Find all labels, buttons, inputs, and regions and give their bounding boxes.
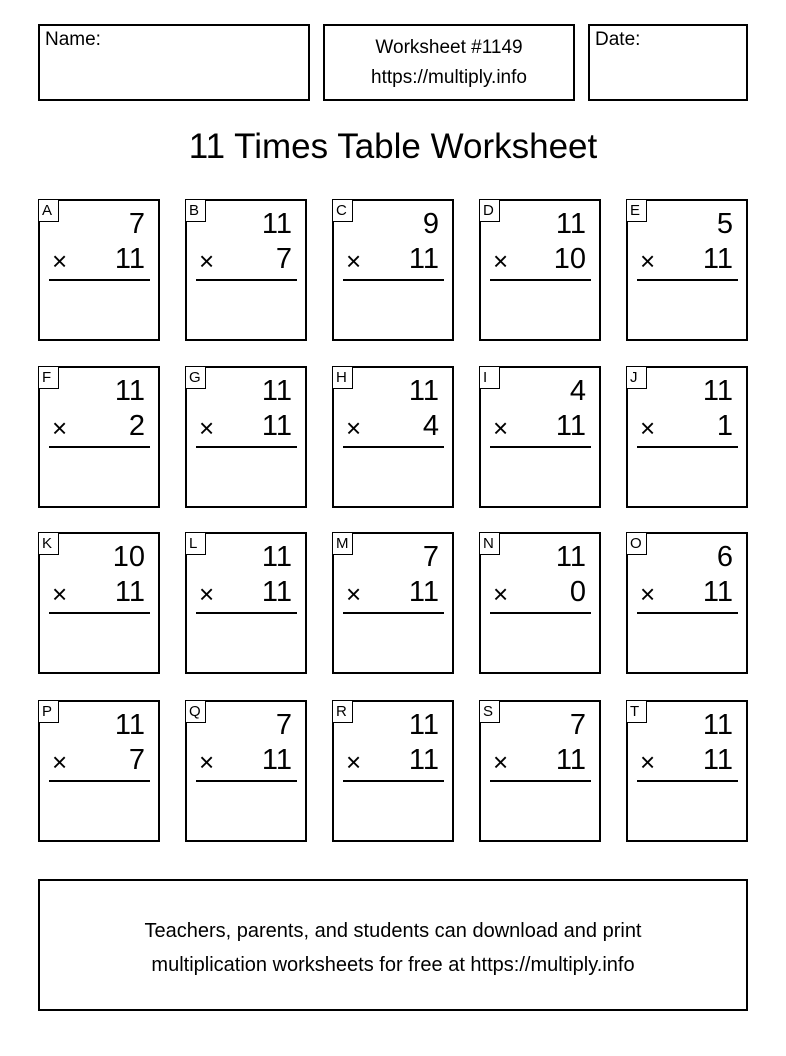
- date-label: Date:: [595, 29, 641, 50]
- multiplicand: 10: [112, 541, 145, 573]
- answer-line: [490, 780, 591, 782]
- problem-letter: P: [38, 700, 59, 723]
- multiplier: 7: [275, 243, 292, 275]
- multiplicand: 11: [555, 541, 586, 573]
- problem-letter: M: [332, 532, 353, 555]
- answer-line: [637, 279, 738, 281]
- multiply-sign: ×: [199, 246, 215, 276]
- multiplier: 2: [128, 410, 145, 442]
- answer-line: [637, 780, 738, 782]
- answer-line: [490, 279, 591, 281]
- problem-card: [38, 700, 160, 842]
- multiplicand: 9: [422, 208, 439, 240]
- multiplier: 11: [408, 744, 439, 776]
- problem-letter: L: [185, 532, 206, 555]
- multiply-sign: ×: [493, 413, 509, 443]
- problem-card: [38, 532, 160, 674]
- multiply-sign: ×: [346, 413, 362, 443]
- answer-line: [196, 279, 297, 281]
- problem-card: [185, 199, 307, 341]
- problem-card: [626, 700, 748, 842]
- name-label: Name:: [45, 29, 101, 50]
- multiplier: 0: [569, 576, 586, 608]
- multiplier: 11: [408, 576, 439, 608]
- problem-card: [332, 366, 454, 508]
- problem-letter: Q: [185, 700, 206, 723]
- multiplier: 11: [261, 410, 292, 442]
- date-box: [588, 24, 748, 101]
- problem-card: [626, 532, 748, 674]
- multiplicand: 5: [716, 208, 733, 240]
- problem-letter: I: [479, 366, 500, 389]
- problem-card: [479, 366, 601, 508]
- problem-card: [185, 366, 307, 508]
- problem-letter: B: [185, 199, 206, 222]
- problem-card: [332, 700, 454, 842]
- answer-line: [343, 446, 444, 448]
- answer-line: [490, 446, 591, 448]
- answer-line: [196, 780, 297, 782]
- answer-line: [343, 279, 444, 281]
- multiplicand: 11: [261, 375, 292, 407]
- multiplier: 11: [114, 243, 145, 275]
- problem-letter: N: [479, 532, 500, 555]
- multiplier: 11: [702, 744, 733, 776]
- problem-card: [479, 532, 601, 674]
- multiplier: 11: [702, 243, 733, 275]
- problem-card: [332, 532, 454, 674]
- multiply-sign: ×: [493, 246, 509, 276]
- multiply-sign: ×: [52, 747, 68, 777]
- problem-card: [38, 366, 160, 508]
- multiply-sign: ×: [640, 246, 656, 276]
- multiplicand: 7: [128, 208, 145, 240]
- multiplier: 11: [555, 410, 586, 442]
- multiplier: 4: [422, 410, 439, 442]
- multiplier: 7: [128, 744, 145, 776]
- page-title: 11 Times Table Worksheet: [188, 127, 598, 166]
- answer-line: [49, 780, 150, 782]
- footer-line-1: Teachers, parents, and students can download and print: [144, 920, 642, 942]
- multiplicand: 11: [702, 709, 733, 741]
- multiplicand: 11: [261, 541, 292, 573]
- answer-line: [490, 612, 591, 614]
- multiplicand: 7: [422, 541, 439, 573]
- multiply-sign: ×: [640, 579, 656, 609]
- worksheet-url: https://multiply.info: [371, 67, 527, 88]
- answer-line: [343, 612, 444, 614]
- multiplicand: 11: [114, 709, 145, 741]
- problem-card: [626, 199, 748, 341]
- multiplicand: 4: [569, 375, 586, 407]
- problem-letter: S: [479, 700, 500, 723]
- problem-letter: C: [332, 199, 353, 222]
- multiplicand: 6: [716, 541, 733, 573]
- problem-letter: F: [38, 366, 59, 389]
- answer-line: [49, 612, 150, 614]
- multiply-sign: ×: [346, 579, 362, 609]
- name-box: [38, 24, 310, 101]
- multiplier: 11: [261, 744, 292, 776]
- multiplicand: 11: [261, 208, 292, 240]
- answer-line: [343, 780, 444, 782]
- problem-letter: O: [626, 532, 647, 555]
- problem-letter: G: [185, 366, 206, 389]
- multiplier: 11: [261, 576, 292, 608]
- problem-letter: R: [332, 700, 353, 723]
- multiplicand: 11: [114, 375, 145, 407]
- multiply-sign: ×: [199, 579, 215, 609]
- multiplier: 10: [553, 243, 586, 275]
- problem-letter: H: [332, 366, 353, 389]
- multiply-sign: ×: [199, 747, 215, 777]
- answer-line: [49, 279, 150, 281]
- multiplicand: 11: [408, 709, 439, 741]
- multiplier: 1: [716, 410, 733, 442]
- multiply-sign: ×: [52, 579, 68, 609]
- multiply-sign: ×: [493, 747, 509, 777]
- problem-card: [38, 199, 160, 341]
- multiplicand: 11: [702, 375, 733, 407]
- worksheet-number: Worksheet #1149: [375, 37, 523, 58]
- answer-line: [637, 612, 738, 614]
- multiply-sign: ×: [640, 747, 656, 777]
- answer-line: [196, 612, 297, 614]
- multiplicand: 7: [569, 709, 586, 741]
- answer-line: [196, 446, 297, 448]
- problem-card: [479, 199, 601, 341]
- answer-line: [49, 446, 150, 448]
- problem-letter: A: [38, 199, 59, 222]
- footer-box: [38, 879, 748, 1011]
- footer-line-2: multiplication worksheets for free at https://multiply.info: [151, 954, 635, 976]
- multiply-sign: ×: [52, 413, 68, 443]
- problem-card: [479, 700, 601, 842]
- multiplier: 11: [408, 243, 439, 275]
- multiply-sign: ×: [493, 579, 509, 609]
- multiply-sign: ×: [52, 246, 68, 276]
- multiplicand: 11: [408, 375, 439, 407]
- answer-line: [637, 446, 738, 448]
- problem-letter: E: [626, 199, 647, 222]
- problem-card: [332, 199, 454, 341]
- multiplicand: 7: [275, 709, 292, 741]
- problem-letter: K: [38, 532, 59, 555]
- multiplier: 11: [702, 576, 733, 608]
- problem-letter: J: [626, 366, 647, 389]
- problem-letter: T: [626, 700, 647, 723]
- multiply-sign: ×: [640, 413, 656, 443]
- multiplier: 11: [555, 744, 586, 776]
- multiplicand: 11: [555, 208, 586, 240]
- problem-card: [626, 366, 748, 508]
- worksheet-info-box: [323, 24, 575, 101]
- problem-card: [185, 700, 307, 842]
- multiply-sign: ×: [199, 413, 215, 443]
- multiply-sign: ×: [346, 246, 362, 276]
- multiplier: 11: [114, 576, 145, 608]
- problem-letter: D: [479, 199, 500, 222]
- multiply-sign: ×: [346, 747, 362, 777]
- problem-card: [185, 532, 307, 674]
